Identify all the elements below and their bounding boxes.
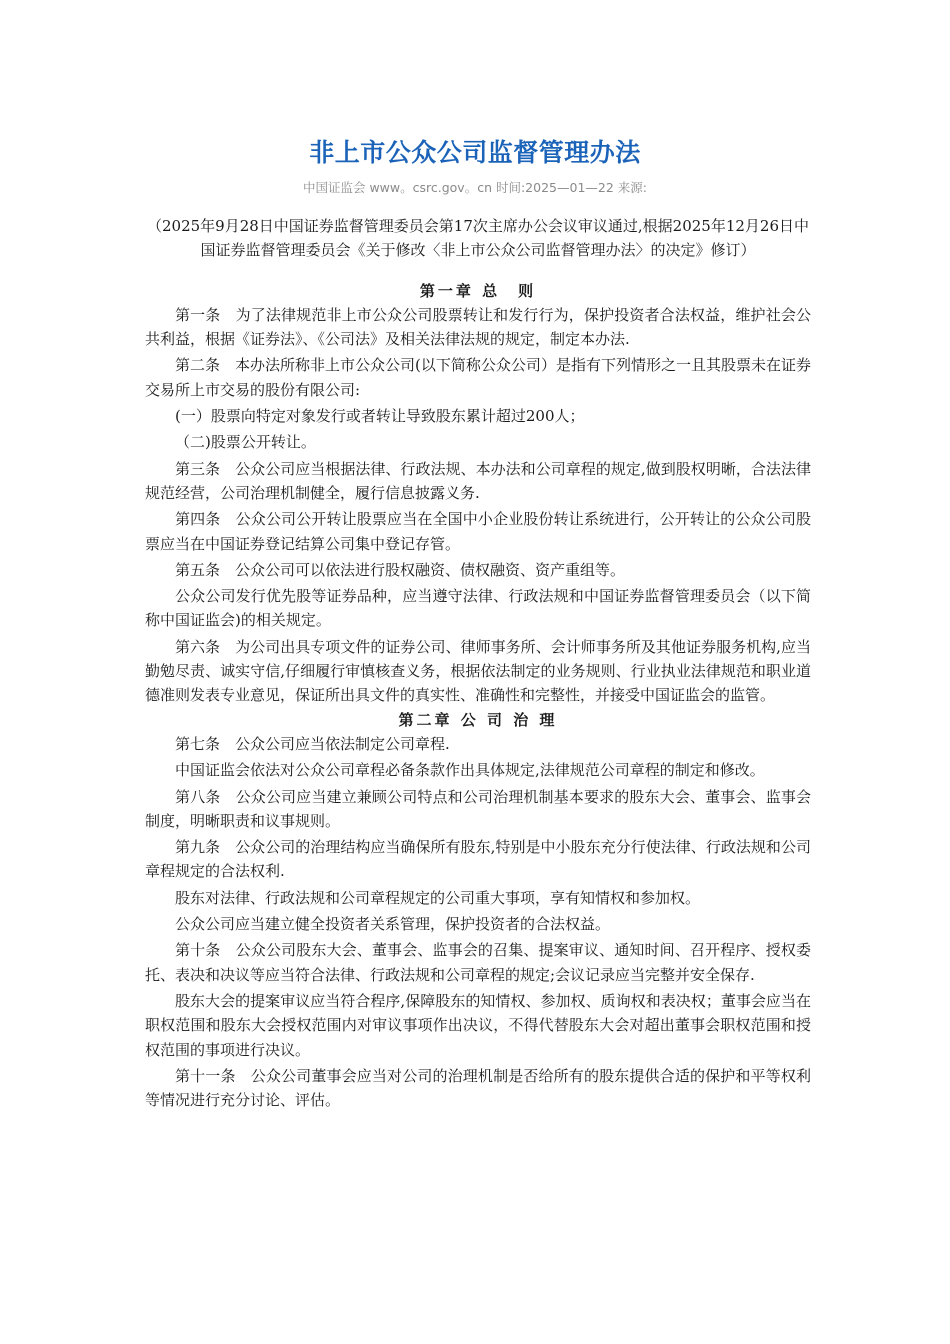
article-paragraph: 第一条 为了法律规范非上市公众公司股票转让和发行行为，保护投资者合法权益，维护社会公共利益，根据《证券法》、《公司法》及相关法律法规的规定，制定本办法.	[145, 305, 811, 349]
source-meta: 中国证监会 www。csrc.gov。cn 时间:2025—01—22 来源:	[302, 180, 647, 195]
article-paragraph: 公众公司应当建立健全投资者关系管理，保护投资者的合法权益。	[175, 915, 611, 934]
chapter-heading-1: 第一章 总 则	[419, 281, 537, 300]
article-paragraph: 第十条 公众公司股东大会、董事会、监事会的召集、提案审议、通知时间、召开程序、授权委托、表决和决议等应当符合法律、行政法规和公司章程的规定;会议记录应当完整并安全保存.	[145, 941, 811, 984]
page-title: 非上市公众公司监督管理办法	[309, 138, 641, 167]
article-paragraph: 第三条 公众公司应当根据法律、行政法规、本办法和公司章程的规定,做到股权明晰，合法法律规范经营，公司治理机制健全，履行信息披露义务.	[145, 459, 811, 502]
list-item: (一）股票向特定对象发行或者转让导致股东累计超过200人；	[175, 407, 585, 426]
article-paragraph: 第二条 本办法所称非上市公众公司(以下简称公众公司）是指有下列情形之一且其股票未在证券交易所上市交易的股份有限公司:	[145, 356, 811, 399]
article-paragraph: 第九条 公众公司的治理结构应当确保所有股东,特别是中小股东充分行使法律、行政法规和公司章程规定的合法权利.	[145, 838, 811, 881]
article-paragraph: 中国证监会依法对公众公司章程必备条款作出具体规定,法律规范公司章程的制定和修改。	[175, 761, 765, 780]
article-paragraph: 股东对法律、行政法规和公司章程规定的公司重大事项，享有知情权和参加权。	[175, 888, 701, 907]
revision-note: （2025年9月28日中国证券监督管理委员会第17次主席办公会议审议通过,根据2025年12月26日中国证券监督管理委员会《关于修改〈非上市公众公司监督管理办法〉的决定》修订）	[146, 217, 809, 260]
document-body	[145, 214, 811, 1112]
article-paragraph: 第六条 为公司出具专项文件的证券公司、律师事务所、会计师事务所及其他证券服务机构,应当勤勉尽责、诚实守信,仔细履行审慎核查义务，根据依法制定的业务规则、行业执业法律规范和职业道德准则发表专业意见，保证所出具文件的真实性、准确性和完整性，并接受中国证监会的监管。	[145, 637, 811, 705]
article-paragraph: 第七条 公众公司应当依法制定公司章程.	[175, 734, 450, 753]
article-paragraph: 第四条 公众公司公开转让股票应当在全国中小企业股份转让系统进行，公开转让的公众公司股票应当在中国证券登记结算公司集中登记存管。	[145, 510, 811, 553]
article-paragraph: 公众公司发行优先股等证券品种，应当遵守法律、行政法规和中国证券监督管理委员会（以下简称中国证监会)的相关规定。	[145, 587, 811, 630]
chapter-heading-2: 第二章 公 司 治 理	[398, 710, 558, 729]
article-paragraph: 第五条 公众公司可以依法进行股权融资、债权融资、资产重组等。	[175, 560, 626, 579]
article-paragraph: 第十一条 公众公司董事会应当对公司的治理机制是否给所有的股东提供合适的保护和平等权利等情况进行充分讨论、评估。	[145, 1066, 811, 1110]
article-paragraph: 股东大会的提案审议应当符合程序,保障股东的知情权、参加权、质询权和表决权；董事会应当在职权范围和股东大会授权范围内对审议事项作出决议，不得代替股东大会对超出董事会职权范围和授权范围的事项进行决议。	[145, 991, 811, 1059]
list-item: （二)股票公开转让。	[175, 433, 316, 452]
article-paragraph: 第八条 公众公司应当建立兼顾公司特点和公司治理机制基本要求的股东大会、董事会、监事会制度，明晰职责和议事规则。	[145, 787, 811, 830]
